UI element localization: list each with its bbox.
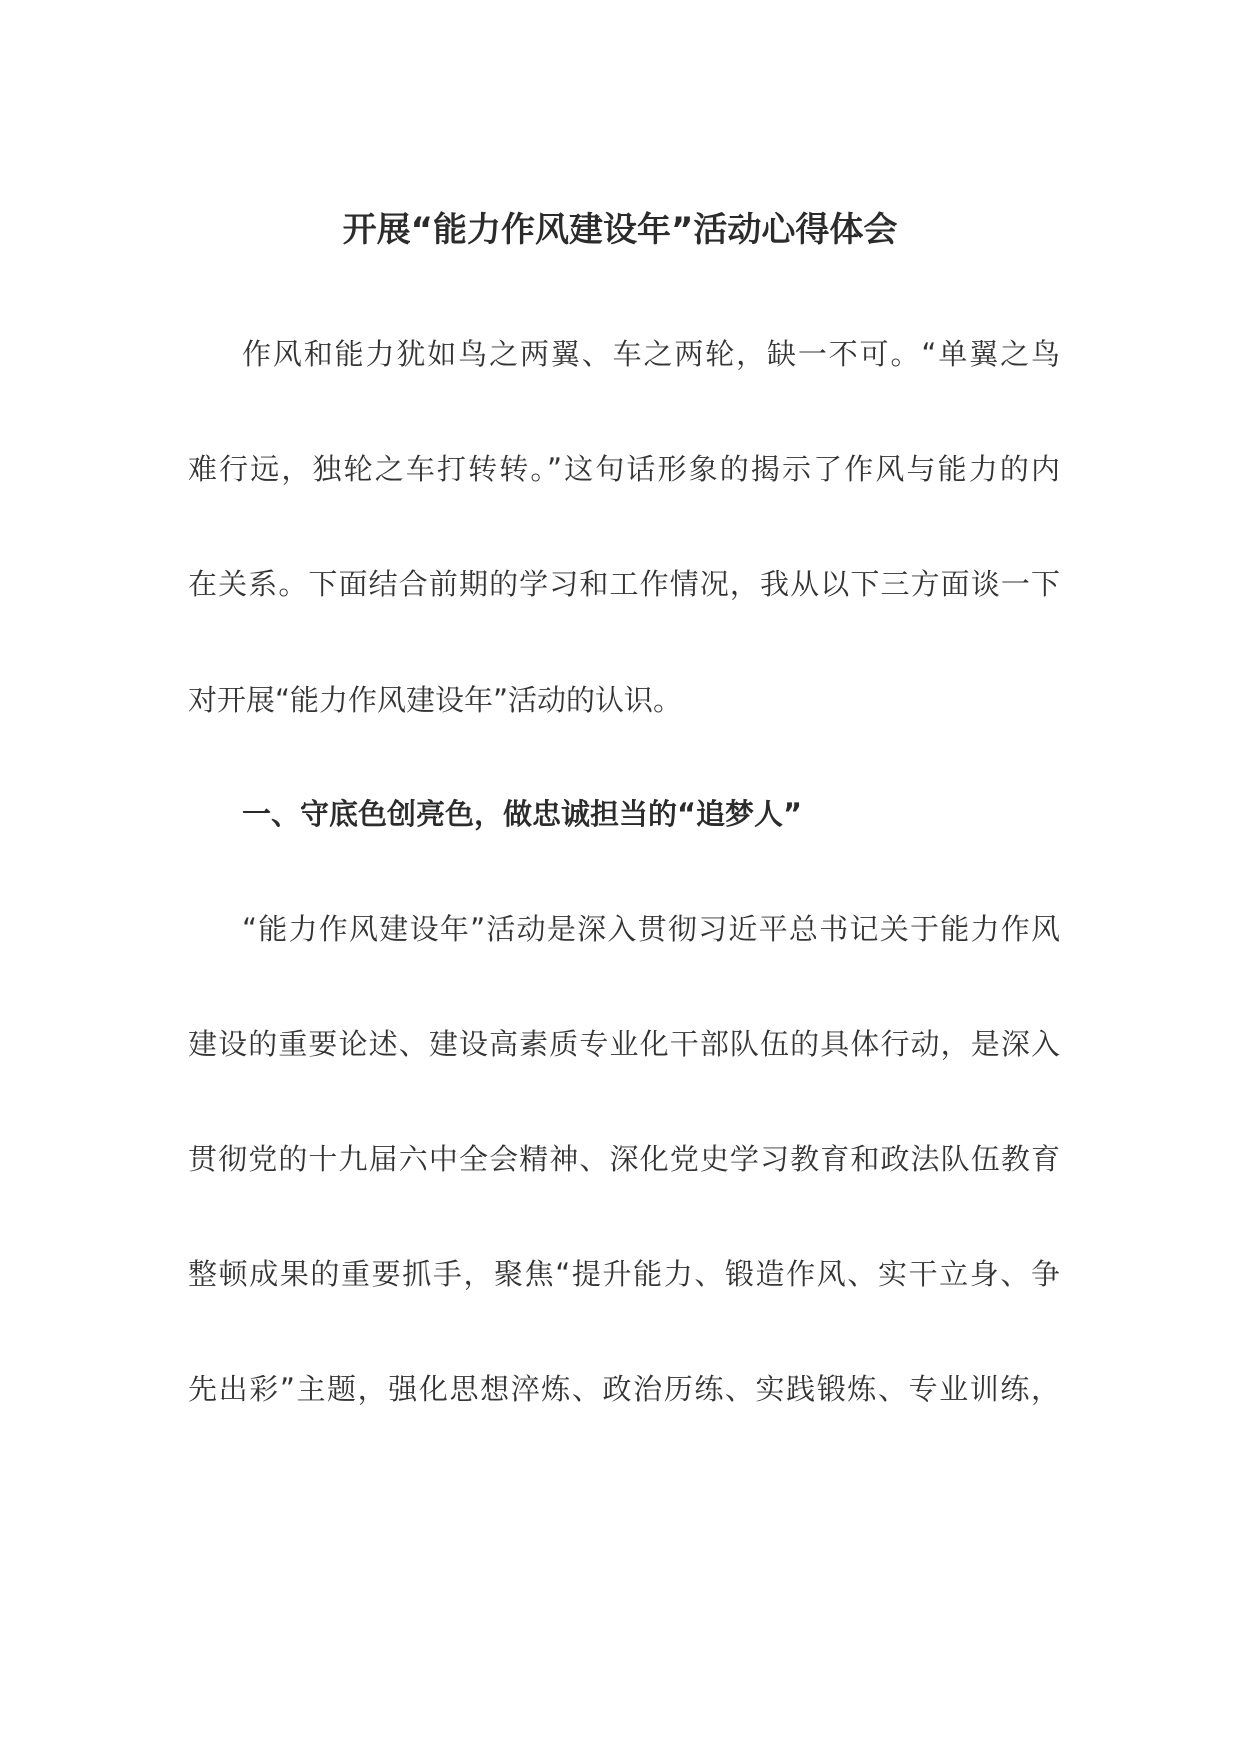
section-heading-1: 一、守底色创亮色，做忠诚担当的“追梦人” (242, 797, 803, 831)
paragraph-2-line-5: 先出彩”主题，强化思想淬炼、政治历练、实践锻炼、专业训练， (188, 1372, 1060, 1406)
paragraph-2-line-2: 建设的重要论述、建设高素质专业化干部队伍的具体行动，是深入 (188, 1027, 1060, 1061)
paragraph-2-line-1: “能力作风建设年”活动是深入贯彻习近平总书记关于能力作风 (242, 912, 1060, 946)
document-title: 开展“能力作风建设年”活动心得体会 (342, 210, 898, 250)
paragraph-1-line-2: 难行远，独轮之车打转转。”这句话形象的揭示了作风与能力的内 (188, 452, 1060, 486)
paragraph-1-line-1: 作风和能力犹如鸟之两翼、车之两轮，缺一不可。“单翼之鸟 (242, 337, 1060, 371)
paragraph-1-line-4: 对开展“能力作风建设年”活动的认识。 (188, 683, 683, 717)
paragraph-2-line-3: 贯彻党的十九届六中全会精神、深化党史学习教育和政法队伍教育 (188, 1142, 1060, 1176)
paragraph-2-line-4: 整顿成果的重要抓手，聚焦“提升能力、锻造作风、实干立身、争 (188, 1257, 1060, 1291)
paragraph-1-line-3: 在关系。下面结合前期的学习和工作情况，我从以下三方面谈一下 (188, 567, 1060, 601)
